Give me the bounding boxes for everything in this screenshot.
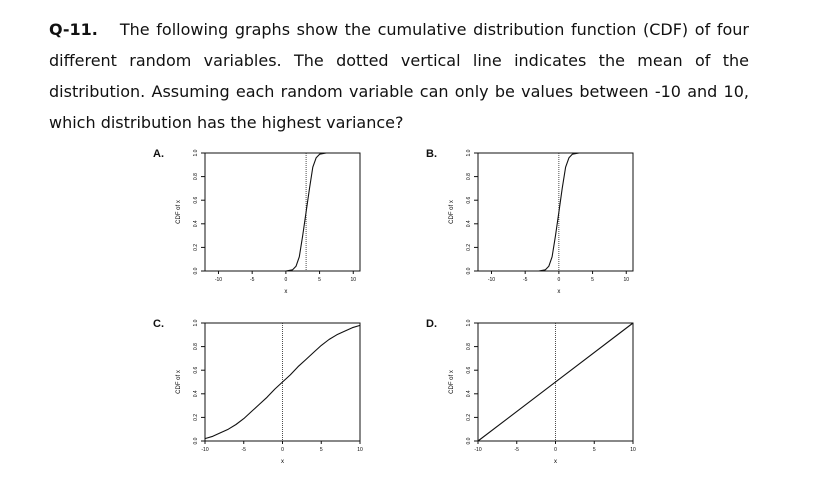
x-tick-label: -10	[487, 277, 496, 283]
y-tick-label: 0.6	[193, 366, 199, 374]
y-tick-label: 0.4	[466, 390, 472, 398]
chart-panel-a	[150, 143, 400, 303]
question-number: Q-11.	[49, 20, 98, 39]
y-tick-label: 0.8	[466, 173, 472, 181]
x-tick-label: -5	[522, 277, 528, 283]
chart-label: C.	[153, 318, 164, 330]
y-tick-label: 0.6	[466, 196, 472, 204]
y-tick-label: 1.0	[466, 149, 472, 157]
y-tick-label: 0.4	[193, 220, 199, 228]
y-axis-label: CDF of x	[449, 370, 455, 394]
x-tick-label: -5	[241, 447, 246, 453]
chart-label: D.	[426, 318, 437, 330]
y-tick-label: 0.2	[193, 413, 199, 421]
cdf-chart-a	[150, 143, 400, 303]
y-tick-label: 0.6	[466, 366, 472, 374]
question-body: The following graphs show the cumulative distribution function (CDF) of four different random variables. The dotted vertical line indicates the mean of the distribution. Assuming each random variable can only be values between -10 and 10, which distribution has the highest variance?	[49, 20, 749, 132]
cdf-curve	[205, 153, 353, 271]
x-tick-label: 10	[623, 277, 630, 283]
y-axis-label: CDF of x	[176, 370, 182, 394]
cdf-chart-d	[423, 313, 673, 473]
y-tick-label: 0.0	[466, 437, 472, 445]
y-tick-label: 0.8	[193, 173, 199, 181]
x-tick-label: 10	[357, 447, 363, 453]
y-tick-label: 0.8	[466, 343, 472, 351]
chart-label: B.	[426, 148, 437, 160]
x-tick-label: 0	[554, 447, 557, 453]
x-tick-label: 5	[592, 447, 596, 453]
chart-label: A.	[153, 148, 164, 160]
y-tick-label: 1.0	[193, 149, 199, 157]
y-tick-label: 0.4	[193, 390, 199, 398]
x-tick-label: -10	[201, 447, 209, 453]
x-axis-label: x	[281, 459, 284, 465]
x-tick-label: -10	[474, 447, 482, 453]
x-axis-label: x	[554, 459, 557, 465]
y-tick-label: 0.0	[193, 267, 199, 275]
chart-panel-c	[150, 313, 400, 473]
y-tick-label: 0.0	[466, 267, 472, 275]
cdf-chart-b	[423, 143, 673, 303]
y-tick-label: 0.6	[193, 196, 199, 204]
x-tick-label: -5	[249, 277, 255, 283]
y-tick-label: 0.8	[193, 343, 199, 351]
chart-panel-b	[423, 143, 673, 303]
y-tick-label: 0.0	[193, 437, 199, 445]
x-axis-label: x	[284, 289, 288, 295]
x-tick-label: -10	[214, 277, 223, 283]
x-tick-label: 5	[318, 277, 321, 283]
x-axis-label: x	[557, 289, 561, 295]
question-text	[49, 14, 749, 138]
y-tick-label: 0.4	[466, 220, 472, 228]
plot-frame	[478, 153, 633, 271]
x-tick-label: 10	[630, 447, 636, 453]
x-tick-label: 0	[284, 277, 288, 283]
y-axis-label: CDF of x	[176, 200, 182, 224]
x-tick-label: 5	[591, 277, 594, 283]
x-tick-label: 10	[350, 277, 357, 283]
y-tick-label: 1.0	[466, 319, 472, 327]
cdf-curve	[478, 153, 626, 271]
x-tick-label: 0	[281, 447, 284, 453]
y-tick-label: 0.2	[466, 413, 472, 421]
y-tick-label: 0.2	[193, 243, 199, 251]
chart-panel-d	[423, 313, 673, 473]
x-tick-label: 0	[557, 277, 561, 283]
x-tick-label: -5	[514, 447, 519, 453]
y-tick-label: 0.2	[466, 243, 472, 251]
x-tick-label: 5	[319, 447, 323, 453]
plot-frame	[205, 153, 360, 271]
y-axis-label: CDF of x	[449, 200, 455, 224]
y-tick-label: 1.0	[193, 319, 199, 327]
cdf-chart-c	[150, 313, 400, 473]
